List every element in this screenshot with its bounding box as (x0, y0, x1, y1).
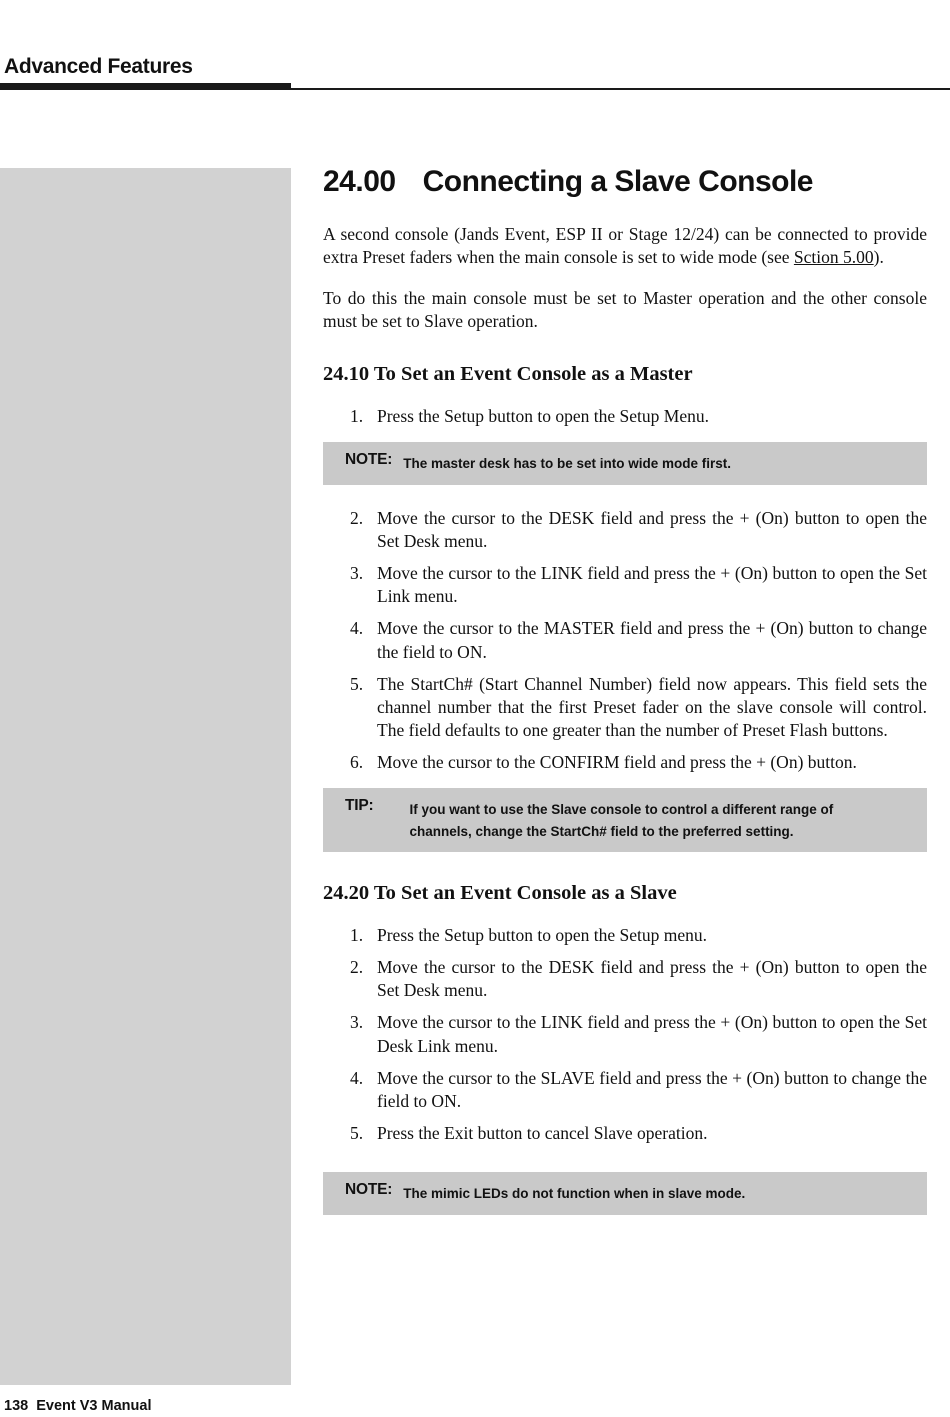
list-item-text: Move the cursor to the SLAVE field and press the + (On) button to change the field to ON. (377, 1067, 927, 1111)
list-item (323, 1067, 927, 1113)
list-item-text: Move the cursor to the DESK field and press the + (On) button to open the Set Desk menu. (377, 957, 927, 1001)
list-item-text: Press the Setup button to open the Setup Menu. (377, 406, 709, 427)
list-item-number: 6. (350, 751, 364, 772)
list-item-number: 2. (350, 957, 364, 978)
section-name: Connecting a Slave Console (422, 165, 813, 198)
subsection-heading-master: 24.10 To Set an Event Console as a Master (323, 363, 693, 386)
list-item-number: 5. (350, 673, 364, 694)
list-item-text: Press the Setup button to open the Setup menu. (377, 925, 708, 946)
list-item (323, 562, 927, 608)
list-item-number: 4. (350, 1067, 364, 1088)
note-text: The master desk has to be set into wide mode first. (403, 456, 732, 472)
list-item-text: Move the cursor to the DESK field and press the + (On) button to open the Set Desk menu. (377, 508, 927, 552)
list-item (323, 507, 927, 553)
list-item-text: Move the cursor to the CONFIRM field and press the + (On) button. (377, 751, 857, 772)
tip-box (323, 788, 927, 852)
list-item-number: 1. (350, 925, 364, 946)
note-label: NOTE: (345, 1180, 393, 1198)
list-item (323, 1122, 927, 1145)
list-item (323, 617, 927, 663)
note-box-slave (323, 1172, 927, 1215)
intro-text-pre: A second console (Jands Event, ESP II or Stage 12/24) can be connected to provide extra Preset faders when the main console is set to wide mode (see (323, 224, 927, 268)
intro-text-post: ). (873, 247, 884, 268)
list-item-number: 5. (350, 1122, 364, 1143)
note-box-master (323, 442, 927, 485)
tip-text: If you want to use the Slave console to control a different range of channels, change the StartCh# field to the preferred setting. (409, 802, 834, 839)
list-item-number: 3. (350, 563, 364, 584)
list-item-text: The StartCh# (Start Channel Number) field now appears. This field sets the channel number that the first Preset fader on the slave console will control. The field defaults to one greater than the number of Preset Flash buttons. (377, 673, 927, 740)
note-label: NOTE: (345, 451, 393, 469)
list-item-text: Press the Exit button to cancel Slave operation. (377, 1122, 708, 1143)
list-item (323, 924, 927, 947)
list-item (323, 673, 927, 742)
list-item (323, 405, 927, 428)
intro-paragraph (323, 223, 927, 269)
note-text: The mimic LEDs do not function when in slave mode. (403, 1185, 746, 1201)
page-footer: 138 Event V3 Manual (4, 1398, 152, 1414)
header-rule-thick (0, 83, 291, 90)
section-title (323, 165, 927, 199)
list-item-text: Move the cursor to the MASTER field and press the + (On) button to change the field to ON. (377, 618, 927, 662)
list-item-number: 4. (350, 618, 364, 639)
list-item (323, 956, 927, 1002)
section-number: 24.00 (323, 165, 396, 198)
list-item-text: Move the cursor to the LINK field and press the + (On) button to open the Set Desk Link menu. (377, 1012, 927, 1056)
list-item (323, 1011, 927, 1057)
list-item-number: 1. (350, 406, 364, 427)
subsection-heading-slave: 24.20 To Set an Event Console as a Slave (323, 882, 677, 905)
chapter-title: Advanced Features (4, 55, 193, 78)
list-item-number: 2. (350, 508, 364, 529)
body-paragraph: To do this the main console must be set to Master operation and the other console must be set to Slave operation. (323, 288, 927, 332)
tip-label: TIP: (345, 797, 374, 814)
main-content (323, 165, 927, 1237)
list-item-number: 3. (350, 1012, 364, 1033)
list-item (323, 751, 927, 774)
list-item-text: Move the cursor to the LINK field and press the + (On) button to open the Set Link menu. (377, 563, 927, 607)
cross-reference-link: Sction 5.00 (793, 247, 874, 268)
sidebar-panel (0, 168, 291, 1385)
